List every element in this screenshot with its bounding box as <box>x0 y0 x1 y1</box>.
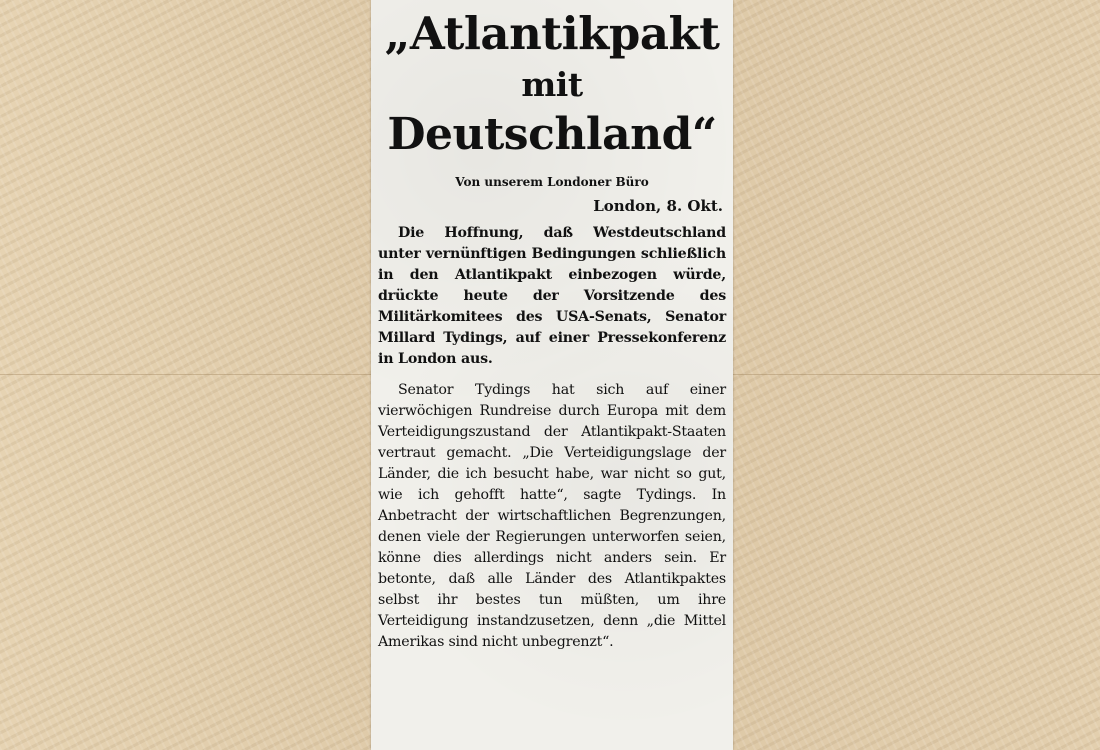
lead-paragraph: Die Hoffnung, daß Westdeutschland unter vernünftigen Bedingungen schließlich in den Atlantikpakt einbezogen würde, drückte heute der Vorsitzende des Militärkomitees des USA-Senats, Senator Millard Tydings, auf einer Pressekonferenz in London aus. <box>378 225 726 367</box>
headline-line-1: „Atlantikpakt <box>384 7 720 60</box>
byline: Von unserem Londoner Büro <box>455 175 649 189</box>
headline <box>371 6 733 162</box>
headline-line-2: mit <box>521 65 583 104</box>
headline-line-3: Deutschland“ <box>387 109 717 160</box>
body-paragraph: Senator Tydings hat sich auf einer vierwöchigen Rundreise durch Europa mit dem Verteidigungszustand der Atlantikpakt-Staaten vertraut gemacht. „Die Verteidigungslage der Länder, die ich besucht habe, war nicht so gut, wie ich gehofft hatte“, sagte Tydings. In Anbetracht der wirtschaftlichen Begrenzungen, denen viele der Regierungen unterworfen seien, könne dies allerdings nicht anders sein. Er betonte, daß alle Länder des Atlantikpaktes selbst ihr bestes tun müßten, um ihre Verteidigung instandzusetzen, denn „die Mittel Amerikas sind nicht unbegrenzt“. <box>378 382 726 650</box>
newspaper-clipping <box>371 0 733 750</box>
dateline: London, 8. Okt. <box>593 197 723 215</box>
